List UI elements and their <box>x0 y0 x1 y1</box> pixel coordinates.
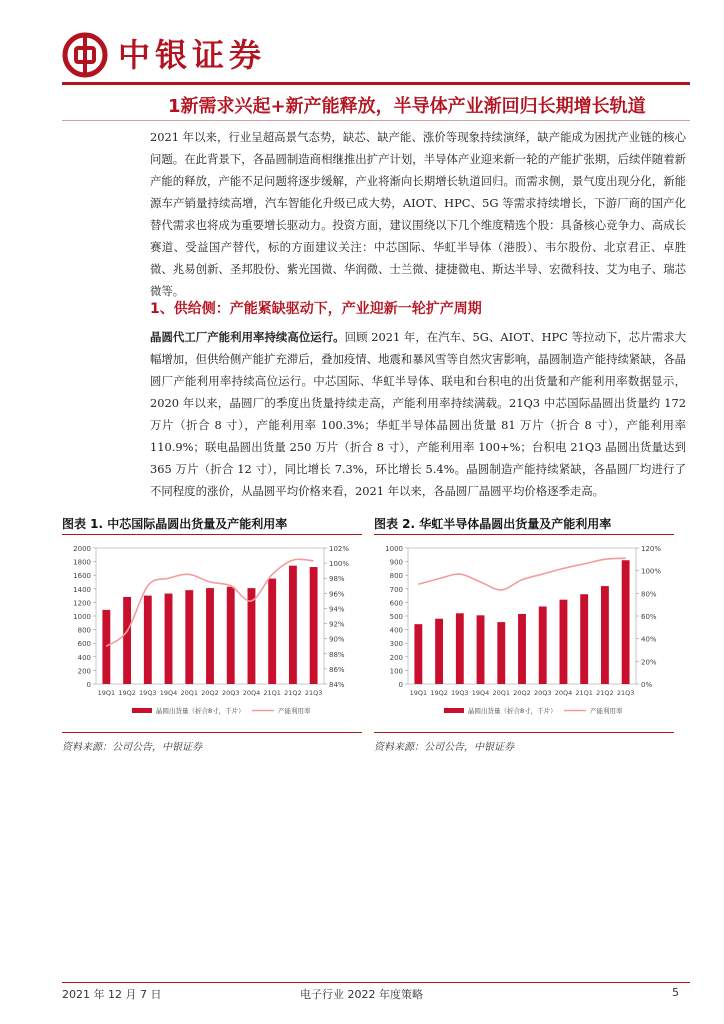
x-tick-label: 20Q3 <box>221 689 240 697</box>
left-tick-label: 1000 <box>385 545 403 553</box>
figure-2-top-rule <box>374 534 674 535</box>
x-tick-label: 20Q1 <box>492 689 511 697</box>
right-tick-label: 94% <box>329 605 345 614</box>
right-tick-label: 100% <box>329 560 350 569</box>
figure-1-title: 图表 1. 中芯国际晶圆出货量及产能利用率 <box>62 517 288 531</box>
left-tick-label: 1000 <box>73 613 91 621</box>
bar <box>102 610 110 684</box>
figure-1-top-rule <box>62 534 362 535</box>
left-tick-label: 800 <box>389 572 403 581</box>
page-number: 5 <box>672 986 679 999</box>
bar <box>601 586 609 684</box>
figure-2-title: 图表 2. 华虹半导体晶圆出货量及产能利用率 <box>374 517 612 531</box>
left-tick-label: 0 <box>86 681 91 689</box>
right-tick-label: 40% <box>641 635 657 644</box>
right-tick-label: 92% <box>329 620 345 629</box>
page-title: 1新需求兴起+新产能释放，半导体产业渐回归长期增长轨道 <box>168 96 646 117</box>
footer-divider <box>62 982 690 983</box>
bank-of-china-logo-icon <box>62 32 108 78</box>
bar <box>580 594 588 684</box>
figure-1-bottom-rule <box>62 732 362 733</box>
title-divider <box>62 120 690 121</box>
bar <box>123 597 131 684</box>
bar <box>144 596 152 684</box>
right-tick-label: 90% <box>329 635 345 644</box>
left-tick-label: 300 <box>389 640 403 649</box>
left-tick-label: 600 <box>389 599 403 608</box>
legend-line-label: 产能利用率 <box>278 707 311 715</box>
left-tick-label: 1200 <box>73 599 91 608</box>
bar <box>560 600 568 684</box>
right-tick-label: 20% <box>641 658 657 667</box>
right-tick-label: 100% <box>641 567 662 576</box>
right-tick-label: 84% <box>329 681 345 689</box>
x-tick-label: 20Q2 <box>201 689 219 697</box>
right-tick-label: 86% <box>329 665 345 674</box>
paragraph-lead: 晶圆代工厂产能利用率持续高位运行。 <box>150 330 345 344</box>
footer-date: 2021 年 12 月 7 日 <box>62 988 162 1001</box>
x-tick-label: 19Q1 <box>97 689 116 697</box>
bar <box>227 587 235 684</box>
x-tick-label: 21Q2 <box>284 689 302 697</box>
figure-2-source: 资料来源：公司公告，中银证券 <box>374 742 514 753</box>
chart-smic <box>62 540 362 730</box>
legend-bar-label: 晶圆出货量（折合8寸，千片） <box>468 707 557 715</box>
right-tick-label: 120% <box>641 545 662 553</box>
chart-hua-hong <box>374 540 674 730</box>
bar <box>165 594 173 684</box>
paragraph-body: 回顾 2021 年，在汽车、5G、AIOT、HPC 等拉动下，芯片需求大幅增加，但供给侧产能扩充滞后，叠加疫情、地震和暴风雪等自然灾害影响，晶圆制造产能持续紧缺，各晶圆厂产能利用率持续高位运行。中芯国际、华虹半导体、联电和台积电的出货量和产能利用率数据显示，2020 年以来，晶圆厂的季度出货量持续走高，产能利用率持续满载。21Q3 中芯国际晶圆出货量约 172 万片（折合 8 寸），产能利用率 100.3%；华虹半导体晶圆出货量 81 万片（折合 8 寸），产能利用率 110.9%；联电晶圆出货量 250 万片（折合 8 寸），产能利用率 100+%；台积电 21Q3 晶圆出货量达到 365 万片（折合 12 寸），同比增长 7.3%，环比增长 5.4%。晶圆制造产能持续紧缺，各晶圆厂均进行了不同程度的涨价，从晶圆平均价格来看，2021 年以来，各晶圆厂晶圆平均价格逐季走高。 <box>150 330 686 498</box>
bar <box>268 579 276 684</box>
bar <box>206 588 214 684</box>
legend-line-label: 产能利用率 <box>590 707 623 715</box>
right-tick-label: 96% <box>329 590 345 599</box>
x-tick-label: 19Q1 <box>409 689 428 697</box>
x-tick-label: 20Q4 <box>554 689 573 697</box>
left-tick-label: 0 <box>398 681 403 689</box>
left-tick-label: 600 <box>77 640 91 649</box>
x-tick-label: 19Q3 <box>139 689 157 697</box>
left-tick-label: 200 <box>389 653 403 662</box>
left-tick-label: 800 <box>77 626 91 635</box>
x-tick-label: 20Q1 <box>180 689 199 697</box>
bar <box>414 624 422 684</box>
figure-2-bottom-rule <box>374 732 674 733</box>
x-tick-label: 21Q1 <box>263 689 281 697</box>
x-tick-label: 21Q3 <box>304 689 323 697</box>
bar <box>185 590 193 684</box>
x-tick-label: 19Q2 <box>430 689 448 697</box>
bar <box>435 619 443 684</box>
right-tick-label: 88% <box>329 650 345 659</box>
x-tick-label: 19Q2 <box>118 689 136 697</box>
header-divider <box>62 82 690 85</box>
bar <box>497 622 505 684</box>
left-tick-label: 400 <box>77 653 91 662</box>
left-tick-label: 500 <box>389 613 403 621</box>
x-tick-label: 20Q2 <box>513 689 531 697</box>
left-tick-label: 400 <box>389 626 403 635</box>
bar <box>456 613 464 684</box>
section-heading: 1、供给侧：产能紧缺驱动下，产业迎新一轮扩产周期 <box>150 301 482 317</box>
bar <box>622 560 630 684</box>
bar <box>477 615 485 684</box>
footer-report-name: 电子行业 2022 年度策略 <box>300 988 423 1001</box>
x-tick-label: 19Q4 <box>471 689 490 697</box>
legend-bar-swatch <box>132 708 152 713</box>
right-tick-label: 102% <box>329 545 350 553</box>
x-tick-label: 21Q3 <box>616 689 635 697</box>
right-tick-label: 60% <box>641 613 657 621</box>
x-tick-label: 21Q2 <box>596 689 614 697</box>
bar <box>289 566 297 684</box>
intro-paragraph: 2021 年以来，行业呈超高景气态势，缺芯、缺产能、涨价等现象持续演绎，缺产能成为困扰产业链的核心问题。在此背景下，各晶圆制造商相继推出扩产计划，半导体产业迎来新一轮的产能扩张期，后续伴随着新产能的释放，产能不足问题将逐步缓解，产业将渐向长期增长轨道回归。而需求侧，景气度出现分化，新能源车产销量持续高增，汽车智能化升级已成大势，AIOT、HPC、5G 等需求持续增长，下游厂商的国产化替代需求也将成为重要增长驱动力。投资方面，建议围绕以下几个维度精选个股：具备核心竞争力、高成长赛道、受益国产替代，标的方面建议关注：中芯国际、华虹半导体（港股）、韦尔股份、北京君正、卓胜微、兆易创新、圣邦股份、紫光国微、华润微、士兰微、捷捷微电、斯达半导、宏微科技、艾为电子、瑞芯微等。 <box>150 130 686 298</box>
bar <box>518 614 526 684</box>
utilization-line <box>418 558 625 590</box>
x-tick-label: 21Q1 <box>575 689 593 697</box>
x-tick-label: 20Q3 <box>533 689 552 697</box>
right-tick-label: 98% <box>329 575 345 584</box>
left-tick-label: 200 <box>77 667 91 676</box>
x-tick-label: 19Q3 <box>451 689 469 697</box>
supply-paragraph <box>150 326 686 502</box>
x-tick-label: 20Q4 <box>242 689 261 697</box>
right-tick-label: 0% <box>641 681 653 689</box>
bar <box>310 567 318 684</box>
legend-bar-swatch <box>444 708 464 713</box>
left-tick-label: 1800 <box>73 558 91 567</box>
left-tick-label: 700 <box>389 585 403 594</box>
legend-bar-label: 晶圆出货量（折合8寸，千片） <box>156 707 245 715</box>
right-tick-label: 80% <box>641 590 657 599</box>
left-tick-label: 900 <box>389 558 403 567</box>
left-tick-label: 2000 <box>73 545 91 553</box>
x-tick-label: 19Q4 <box>159 689 178 697</box>
left-tick-label: 1400 <box>73 585 91 594</box>
bar <box>539 606 547 684</box>
figure-1-source: 资料来源：公司公告，中银证券 <box>62 742 202 753</box>
left-tick-label: 100 <box>389 667 403 676</box>
bar <box>248 588 256 684</box>
left-tick-label: 1600 <box>73 572 91 581</box>
brand-name: 中银证券 <box>118 36 267 74</box>
